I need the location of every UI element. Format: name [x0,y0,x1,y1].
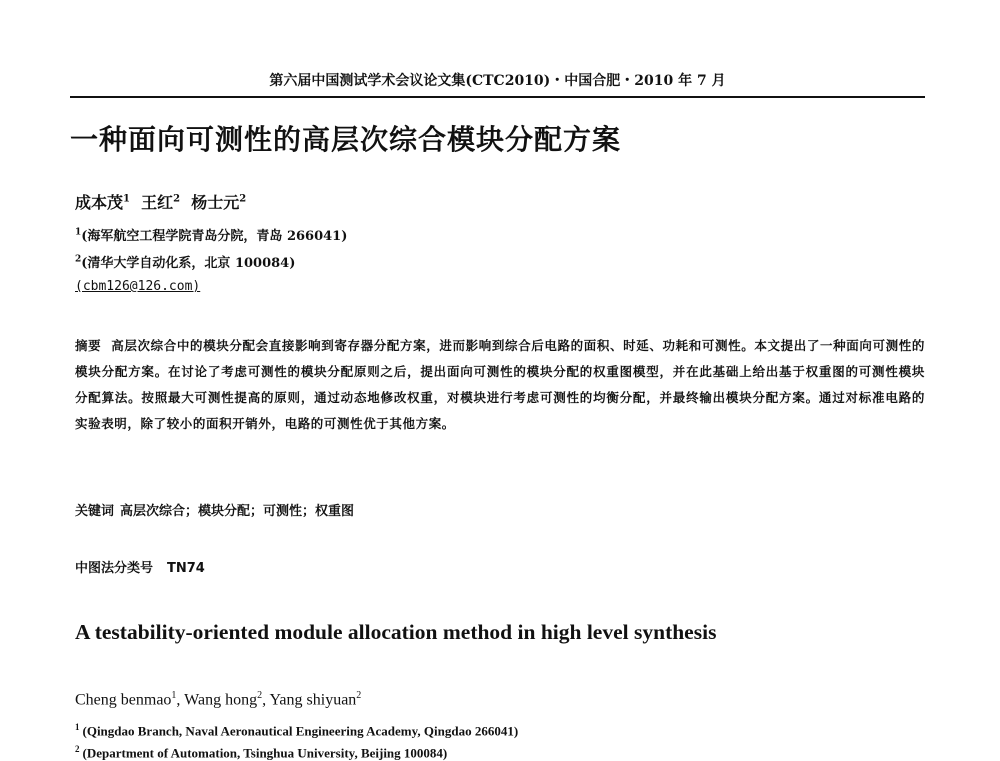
affiliation-number: 1 [75,227,82,238]
affiliation-number: 2 [75,744,80,754]
affiliation-cn-1 [75,225,347,244]
affiliation-en-2 [75,744,447,761]
abstract-cn [75,333,925,437]
author-separator: , [262,691,270,709]
affiliation-number: 2 [75,254,82,265]
author-separator: , [176,691,185,709]
author-name: Cheng benmao [75,691,172,709]
author-name: 王红 [141,193,174,212]
author-affiliation-mark: 2 [356,690,362,701]
paper-title-cn: 一种面向可测性的高层次综合模块分配方案 [70,123,622,156]
affiliation-text: (Qingdao Branch, Naval Aeronautical Engineering Academy, Qingdao 266041) [82,723,519,739]
author-name: Wang hong [184,691,258,709]
author-list-cn [75,190,246,213]
running-header [70,70,925,98]
affiliation-text: (清华大学自动化系，北京 100084) [81,256,296,271]
author-affiliation-mark: 2 [257,690,263,701]
author-affiliation-mark: 2 [239,193,247,205]
clc-label: 中图法分类号 [75,561,154,576]
author-affiliation-mark: 1 [171,690,177,701]
affiliation-en-1 [75,722,518,739]
author-name: Yang shiyuan [269,691,357,709]
abstract-label: 摘要 [75,338,102,353]
author-affiliation-mark: 2 [173,193,181,205]
classification-number [75,557,205,576]
affiliation-text: (海军航空工程学院青岛分院，青岛 266041) [81,229,348,244]
running-title: 第六届中国测试学术会议论文集(CTC2010)・中国合肥・2010 年 7 月 [269,73,726,89]
author-list-en [75,690,361,709]
author-affiliation-mark: 1 [123,193,130,205]
affiliation-number: 1 [75,722,80,732]
keywords-cn [75,500,354,519]
keywords-text: 高层次综合；模块分配；可测性；权重图 [120,504,355,519]
clc-code: TN74 [167,561,205,576]
abstract-text: 高层次综合中的模块分配会直接影响到寄存器分配方案，进而影响到综合后电路的面积、时延、功耗和可测性。本文提出了一种面向可测性的模块分配方案。在讨论了考虑可测性的模块分配原则之后，提出面向可测性的模块分配的权重图模型，并在此基础上给出基于权重图的可测性模块分配算法。按照最大可测性提高的原则，通过动态地修改权重，对模块进行考虑可测性的均衡分配，并最终输出模块分配方案。通过对标准电路的实验表明，除了较小的面积开销外，电路的可测性优于其他方案。 [75,338,926,431]
author-email[interactable]: (cbm126@126.com) [75,279,201,294]
affiliation-text: (Department of Automation, Tsinghua University, Beijing 100084) [82,745,448,761]
author-name: 杨士元 [191,193,240,212]
affiliation-cn-2 [75,252,295,271]
author-name: 成本茂 [75,193,124,212]
paper-title-en: A testability-oriented module allocation method in high level synthesis [75,620,717,644]
keywords-label: 关键词 [75,504,115,519]
